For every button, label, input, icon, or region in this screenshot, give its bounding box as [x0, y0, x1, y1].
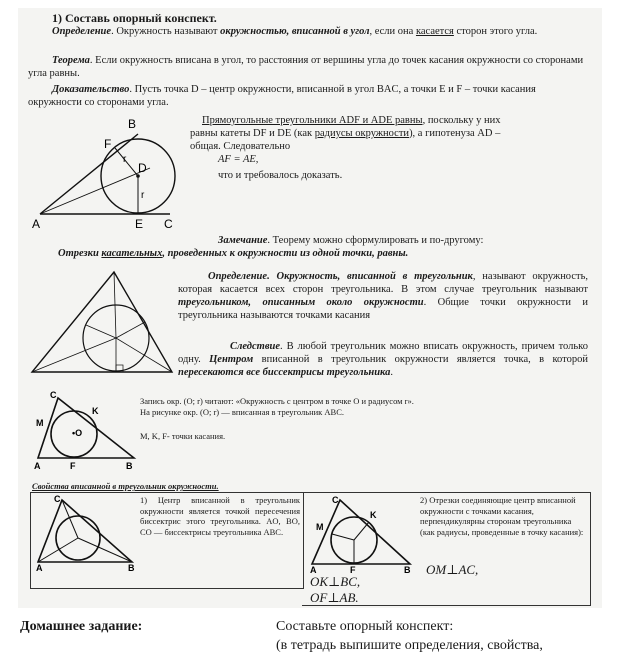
remark-line2c: , проведенных к окружности из одной точки, равны. [162, 248, 409, 259]
fig1-label-B: B [128, 118, 137, 131]
notation [140, 396, 590, 442]
fig3-label-A: A [34, 461, 41, 471]
homework-text2: (в тетрадь выпишите определения, свойства, [276, 638, 543, 653]
fig5-label-F: F [350, 565, 356, 574]
proof-line2c: ), а гипотенуза AD – [409, 128, 501, 139]
figure-angle-circle [30, 118, 185, 232]
notation-line3: M, K, F- точки касания. [140, 431, 226, 441]
property-1: 1) Центр вписанной в треугольник окружности является точкой пересечения биссектрис этого треугольника. AO, BO, CO — биссектрисы треугольника ABC. [140, 495, 300, 537]
remark-line2b: касательных [101, 248, 163, 259]
corollary-term2: пересекаются все биссектрисы треугольника [178, 367, 391, 378]
proof-label: Доказательство [52, 84, 130, 95]
fig4-label-C: C [54, 494, 61, 504]
fig5-label-C: C [332, 495, 339, 505]
section-heading: 1) Составь опорный конспект. [52, 11, 217, 25]
proof-end: что и требовалось доказать. [218, 170, 343, 181]
fig1-label-r2: r [141, 190, 145, 201]
def2-term2: треугольником, описанным около окружности [178, 297, 424, 308]
definition-text: . Окружность называют [111, 26, 221, 37]
fig1-label-D: D [138, 161, 147, 175]
corollary-end: . [390, 367, 393, 378]
proof-line1b: , поскольку у них [422, 115, 501, 126]
fig4-label-B: B [128, 563, 135, 572]
figure-perpendiculars [306, 494, 416, 574]
theorem-label: Теорема [52, 55, 90, 66]
fig3-label-C: C [50, 390, 57, 400]
def2-term: . Окружность, вписанной в треугольник [267, 271, 473, 282]
proof-equation: AF = AE, [218, 154, 259, 165]
fig3-label-M: M [36, 418, 44, 428]
def2-text1: , называют окружность, которая касается всех сторон треугольника. В этом случае треугольник называют [178, 271, 588, 295]
formula-of-ab: OF⊥AB. [310, 590, 359, 605]
proof-line2b: радиусы окружности [314, 128, 410, 139]
remark-line2a: Отрезки [58, 248, 102, 259]
corollary-text2: вписанной в треугольник окружности является точка, в которой [253, 354, 588, 365]
proof [28, 83, 588, 109]
formula-om-ac: OM⊥AC, [426, 562, 479, 577]
remark-text: . Теорему можно сформулировать и по-другому: [267, 235, 484, 246]
fig5-label-A: A [310, 565, 317, 574]
proof-continuation [190, 114, 590, 182]
fig5-label-M: M [316, 522, 324, 532]
proof-line1: Прямоугольные треугольники ADF и ADE равны [202, 115, 423, 126]
fig3-label-O: •O [72, 428, 83, 438]
corollary [178, 340, 588, 379]
formula-ok-bc: OK⊥BC, [310, 574, 361, 589]
remark-label: Замечание [218, 235, 268, 246]
properties-title: Свойства вписанной в треугольник окружности. [32, 481, 219, 491]
fig5-label-K: K [370, 510, 377, 520]
theorem [28, 54, 588, 80]
remark [58, 234, 588, 260]
figure-triangle-incircle [28, 268, 176, 378]
fig1-label-r1: r [123, 154, 127, 165]
proof-line2a: равны катеты DF и DE (как [190, 128, 315, 139]
fig3-label-B: B [126, 461, 133, 471]
fig1-label-F: F [104, 137, 112, 151]
figure-triangle-abc [30, 390, 138, 472]
figure-bisectors [32, 494, 138, 572]
fig1-label-A: A [32, 217, 41, 231]
theorem-text: . Если окружность вписана в угол, то расстояния от вершины угла до точек касания окружности со сторонами угла равны. [28, 55, 584, 79]
definition-label: Определение [52, 26, 112, 37]
def2-label: Определение [208, 271, 268, 282]
notation-line1: Запись окр. (O; r) читают: «Окружность с центром в точке O и радиусом r». [140, 396, 414, 406]
fig3-label-K: K [92, 406, 99, 416]
fig4-label-A: A [36, 563, 43, 572]
definition-text3: сторон этого угла. [453, 26, 538, 37]
homework-text1: Составьте опорный конспект: [276, 619, 454, 634]
proof-text: . Пусть точка D – центр окружности, вписанной в угол BAC, а точки E и F – точки касания окружности со сторонами угла. [28, 84, 536, 108]
proof-line3: общая. Следовательно [190, 141, 291, 152]
property-2: 2) Отрезки соединяющие центр вписанной окружности с точками касания, перпендикулярны сторонам треугольника (как радиусы, проведенные в точку касания): [420, 495, 584, 537]
definition-touch: касается [415, 26, 454, 37]
corollary-text1: . В любой треугольник можно вписать окружность, причем только одну. [178, 341, 588, 365]
definition-incircle [178, 270, 588, 322]
notation-line2: На рисунке окр. (O; r) — вписанная в треугольник ABC. [140, 406, 345, 417]
definition-term: окружностью, вписанной в угол [220, 26, 370, 37]
def2-text2: . Общие точки окружности и треугольника называются точками касания [178, 297, 588, 321]
definition-text2: , если она [369, 26, 416, 37]
fig1-label-C: C [164, 217, 173, 231]
homework-label: Домашнее задание: [20, 619, 143, 634]
fig5-label-B: B [404, 565, 411, 574]
corollary-label: Следствие [230, 341, 281, 352]
fig3-label-F: F [70, 461, 76, 471]
definition-angle [28, 25, 588, 38]
fig1-label-E: E [135, 217, 144, 231]
corollary-term: Центром [209, 354, 254, 365]
